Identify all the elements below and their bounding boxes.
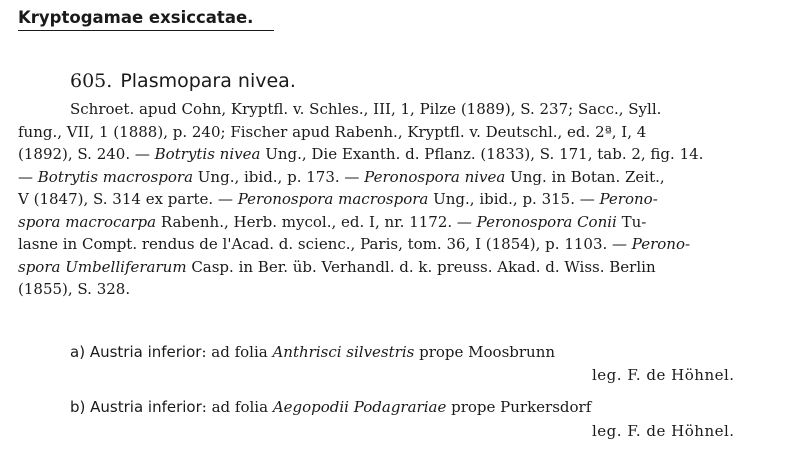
locality-label: a) — [70, 343, 90, 361]
citation-text: Tu- — [616, 212, 647, 231]
taxon-name: Botrytis nivea — [154, 145, 261, 163]
citation-line — [18, 166, 665, 188]
collector-line: leg. F. de Höhnel. — [592, 366, 735, 384]
taxon-name: spora macrocarpa — [18, 212, 157, 231]
locality-region: Austria inferior — [89, 343, 202, 361]
taxon-name: Peronospora Conii — [476, 212, 617, 231]
citation-line — [18, 121, 646, 143]
citation-text: (1855), S. 328. — [18, 280, 131, 298]
citation-line — [70, 98, 661, 120]
locality-region: Austria inferior — [90, 398, 202, 416]
taxon-name: Perono- — [599, 190, 658, 208]
locality-place: prope Moosbrunn — [414, 343, 556, 361]
citation-line — [18, 278, 130, 300]
locality-text: : ad folia — [201, 343, 273, 361]
species-name: Plasmopara nivea. — [120, 70, 296, 92]
citation-line — [18, 256, 656, 278]
citation-text: Schroet. apud Cohn, Kryptfl. v. Schles., III, 1, Pilze (1889), S. 237; Sacc., Syll. — [70, 100, 662, 118]
series-title: Kryptogamae exsiccatae. — [18, 8, 254, 27]
citation-text: Rabenh., Herb. mycol., ed. I, nr. 1172. — — [156, 212, 477, 231]
citation-text: Ung. in Botan. Zeit., — [505, 167, 665, 186]
locality-text: : ad folia — [201, 398, 273, 416]
taxon-name: Perono- — [631, 235, 691, 253]
citation-line — [18, 211, 646, 233]
entry-title — [70, 68, 296, 94]
collector-line: leg. F. de Höhnel. — [592, 422, 735, 440]
locality-place: prope Purkersdorf — [446, 398, 592, 416]
series-header — [18, 6, 274, 31]
taxon-name: Peronospora nivea — [364, 167, 506, 186]
taxon-name: Peronospora macrospora — [237, 190, 429, 208]
host-plant-name: Aegopodii Podagrariae — [272, 398, 447, 416]
entry-number: 605. — [70, 70, 113, 92]
citation-text: Ung., ibid., p. 173. — — [193, 167, 365, 186]
host-plant-name: Anthrisci silvestris — [272, 343, 415, 361]
citation-line — [18, 143, 703, 165]
taxon-name: Botrytis macrospora — [37, 167, 194, 186]
citation-text: V (1847), S. 314 ex parte. — — [18, 190, 238, 208]
citation-text: Ung., ibid., p. 315. — — [428, 190, 600, 208]
citation-line — [18, 233, 690, 255]
citation-text: lasne in Compt. rendus de l'Acad. d. scienc., Paris, tom. 36, I (1854), p. 1103. — — [18, 235, 632, 253]
taxon-name: spora Umbelliferarum — [18, 257, 187, 276]
citation-line — [18, 188, 658, 210]
locality-label: b) — [70, 398, 91, 416]
locality-line — [70, 396, 591, 418]
citation-text: (1892), S. 240. — — [18, 145, 155, 163]
citation-text: Ung., Die Exanth. d. Pflanz. (1833), S. 171, tab. 2, fig. 14. — [260, 145, 704, 163]
citation-text: fung., VII, 1 (1888), p. 240; Fischer apud Rabenh., Kryptfl. v. Deutschl., ed. 2ª, I, 4 — [18, 122, 647, 141]
citation-text: Casp. in Ber. üb. Verhandl. d. k. preuss. Akad. d. Wiss. Berlin — [186, 257, 656, 276]
citation-text: — — [18, 167, 38, 186]
locality-line — [70, 341, 555, 363]
